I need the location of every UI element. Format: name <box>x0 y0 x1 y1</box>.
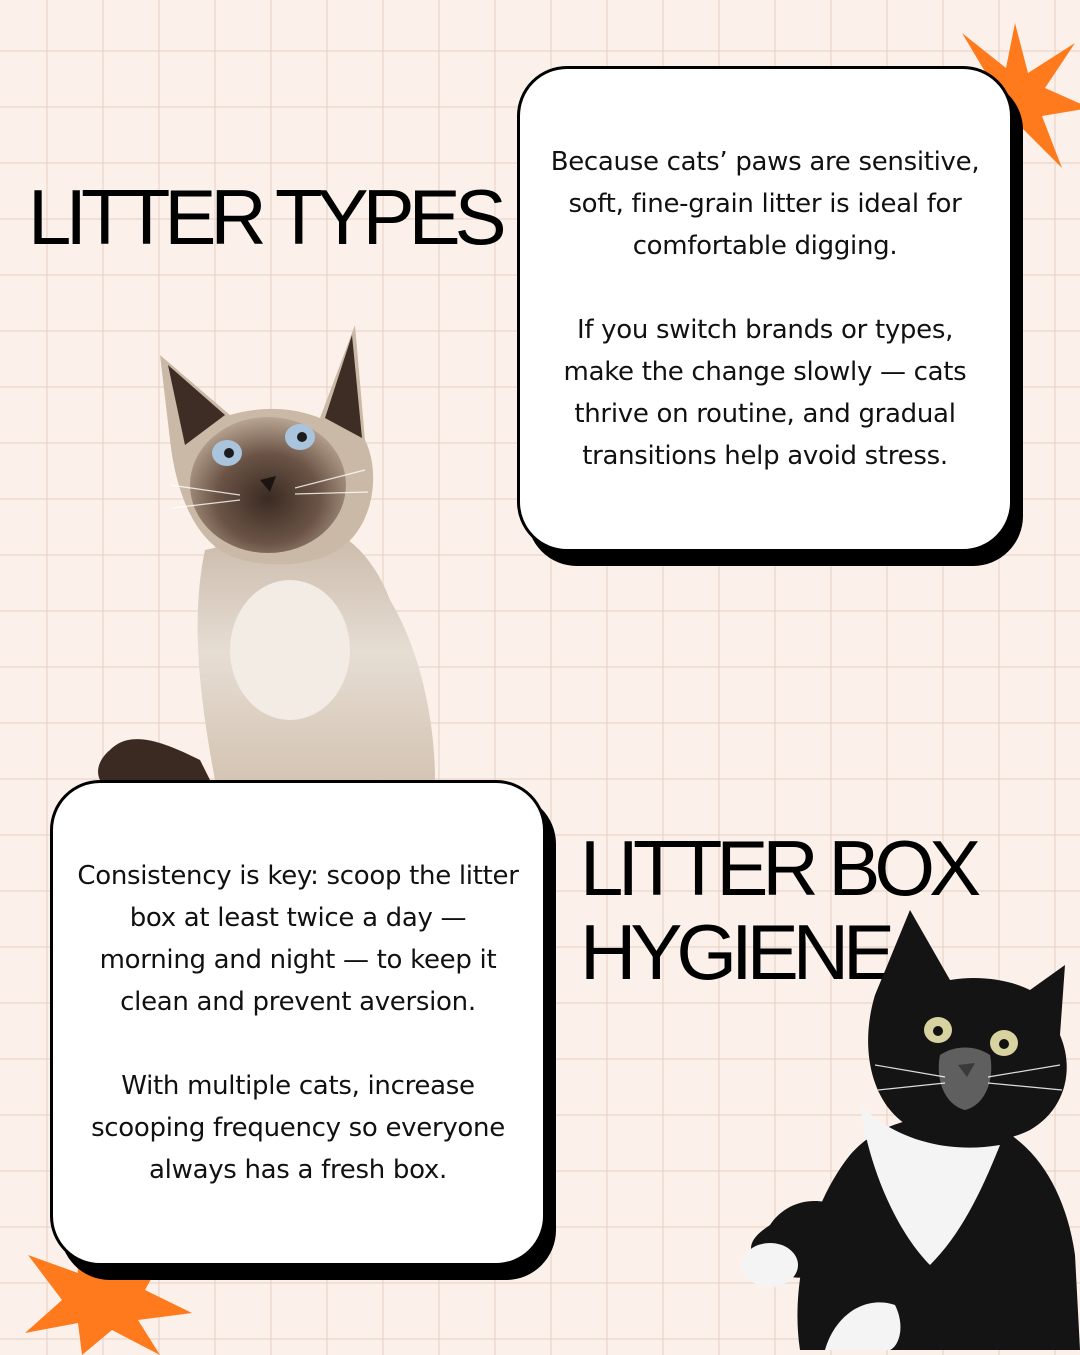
tuxedo-cat-image <box>730 905 1080 1350</box>
card-paragraph: If you switch brands or types, make the change slowly — cats thrive on routine, and gradual transitions help avoid stress. <box>563 315 967 471</box>
heading-line: HYGIENE <box>580 908 890 996</box>
heading-litter-types <box>28 173 501 261</box>
info-card-litter-box-hygiene <box>50 780 546 1266</box>
card-text <box>73 855 523 1191</box>
siamese-kitten-image <box>90 320 440 780</box>
heading-line: LITTER BOX <box>580 824 976 912</box>
card-paragraph: Consistency is key: scoop the litter box at least twice a day — morning and night — to keep it clean and prevent aversion. <box>77 861 519 1017</box>
card-text <box>538 141 992 477</box>
heading-line: LITTER TYPES <box>28 173 501 261</box>
card-paragraph: With multiple cats, increase scooping frequency so everyone always has a fresh box. <box>91 1071 505 1185</box>
card-paragraph: Because cats’ paws are sensitive, soft, fine-grain litter is ideal for comfortable digging. <box>550 147 980 261</box>
info-card-litter-types <box>517 66 1013 552</box>
